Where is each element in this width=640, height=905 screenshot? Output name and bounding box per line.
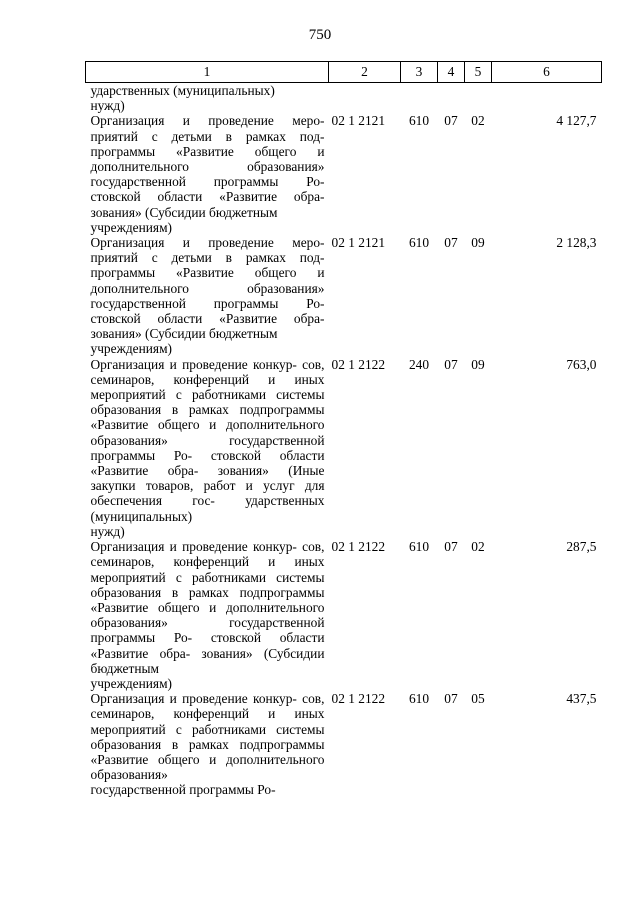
description-line: Организация и проведение конкур- bbox=[90, 356, 297, 372]
description-line: работ и услуг для обеспечения гос- bbox=[90, 478, 325, 509]
row-amount: 763,0 bbox=[566, 356, 597, 372]
description-line: зования» (Иные закупки товаров, bbox=[90, 463, 325, 494]
table-row bbox=[86, 539, 602, 691]
col-header-description: 1 bbox=[86, 62, 329, 83]
description-line: системы образования в рамках bbox=[90, 387, 325, 418]
description-line: государственной программы Ро- bbox=[90, 432, 325, 463]
col-header-subsection: 5 bbox=[465, 62, 492, 83]
col-header-expense-type: 3 bbox=[401, 62, 438, 83]
description-line: учреждениям) bbox=[90, 675, 173, 691]
table-row bbox=[86, 357, 602, 539]
description-line: государственной программы Ро- bbox=[90, 295, 325, 311]
description-line: сов, семинаров, конференций и bbox=[90, 356, 325, 387]
row-subsection: 02 bbox=[471, 539, 485, 555]
description-line: стовской области «Развитие обра- bbox=[90, 311, 325, 327]
row-section: 07 bbox=[444, 691, 458, 707]
description-line: дополнительного образования» bbox=[90, 159, 325, 175]
description-line: государственной программы Ро- bbox=[90, 174, 325, 190]
row-amount: 437,5 bbox=[566, 691, 597, 707]
row-amount: 287,5 bbox=[566, 539, 597, 555]
row-expense-type: 610 bbox=[408, 539, 430, 555]
row-subsection bbox=[465, 83, 492, 114]
col-header-target-code: 2 bbox=[329, 62, 401, 83]
row-target-code: 02 1 2122 bbox=[331, 691, 386, 707]
row-subsection: 09 bbox=[471, 235, 485, 251]
description-line: подпрограммы «Развитие общего и bbox=[90, 736, 325, 767]
description-line: приятий с детьми в рамках под- bbox=[90, 128, 325, 144]
row-description bbox=[86, 113, 329, 235]
description-line: зования» (Субсидии бюджетным bbox=[90, 204, 278, 220]
description-line: учреждениям) bbox=[90, 219, 173, 235]
row-section: 07 bbox=[444, 113, 458, 129]
description-line: государственной программы Ро- bbox=[90, 782, 276, 798]
description-line: Организация и проведение меро- bbox=[90, 235, 325, 251]
row-subsection: 02 bbox=[471, 113, 485, 129]
row-expense-type: 610 bbox=[408, 691, 430, 707]
budget-table bbox=[85, 61, 602, 798]
row-section: 07 bbox=[444, 235, 458, 251]
description-line: приятий с детьми в рамках под- bbox=[90, 250, 325, 266]
description-line: стовской области «Развитие обра- bbox=[90, 630, 325, 661]
table-row bbox=[86, 83, 602, 114]
description-line: ударственных (муниципальных) bbox=[90, 493, 325, 524]
description-line: зования» (Субсидии бюджетным bbox=[90, 326, 278, 342]
row-description bbox=[86, 539, 329, 691]
row-section: 07 bbox=[444, 539, 458, 555]
table-row bbox=[86, 235, 602, 357]
row-amount: 2 128,3 bbox=[556, 235, 597, 251]
row-expense-type: 610 bbox=[408, 113, 430, 129]
description-line: подпрограммы «Развитие общего и bbox=[90, 402, 325, 433]
description-line: дополнительного образования» bbox=[90, 280, 325, 296]
description-line: подпрограммы «Развитие общего и bbox=[90, 584, 325, 615]
row-amount: 4 127,7 bbox=[556, 113, 597, 129]
description-line: зования» (Субсидии бюджетным bbox=[90, 645, 325, 676]
row-description bbox=[86, 83, 329, 114]
row-section bbox=[438, 83, 465, 114]
row-target-code: 02 1 2121 bbox=[331, 235, 386, 251]
row-amount bbox=[492, 83, 602, 114]
description-line: дополнительного образования» bbox=[90, 599, 325, 631]
description-line: программы «Развитие общего и bbox=[90, 265, 325, 281]
description-line: сов, семинаров, конференций и bbox=[90, 539, 325, 570]
description-line: системы образования в рамках bbox=[90, 721, 325, 752]
description-line: иных мероприятий с работниками bbox=[90, 554, 325, 585]
table-row bbox=[86, 113, 602, 235]
description-line: дополнительного образования» bbox=[90, 751, 325, 783]
description-line: иных мероприятий с работниками bbox=[90, 706, 325, 737]
row-target-code: 02 1 2122 bbox=[331, 539, 386, 555]
description-line: Организация и проведение конкур- bbox=[90, 539, 297, 555]
description-line: ударственных (муниципальных) bbox=[90, 83, 275, 98]
row-description bbox=[86, 235, 329, 357]
table-header-row bbox=[86, 62, 602, 83]
description-line: нужд) bbox=[90, 523, 125, 539]
col-header-amount: 6 bbox=[492, 62, 602, 83]
description-line: системы образования в рамках bbox=[90, 569, 325, 600]
description-line: дополнительного образования» bbox=[90, 417, 325, 448]
row-expense-type: 240 bbox=[408, 356, 430, 372]
row-target-code: 02 1 2121 bbox=[331, 113, 386, 129]
description-line: иных мероприятий с работниками bbox=[90, 371, 325, 403]
col-header-section: 4 bbox=[438, 62, 465, 83]
row-expense-type: 610 bbox=[408, 235, 430, 251]
row-target-code bbox=[329, 83, 401, 114]
description-line: Организация и проведение конкур- bbox=[90, 691, 297, 707]
row-subsection: 05 bbox=[471, 691, 485, 707]
row-description bbox=[86, 691, 329, 797]
description-line: Организация и проведение меро- bbox=[90, 113, 325, 129]
description-line: сов, семинаров, конференций и bbox=[90, 691, 325, 722]
description-line: программы «Развитие общего и bbox=[90, 143, 325, 159]
row-subsection: 09 bbox=[471, 356, 485, 372]
description-line: стовской области «Развитие обра- bbox=[90, 189, 325, 205]
description-line: государственной программы Ро- bbox=[90, 615, 325, 646]
row-section: 07 bbox=[444, 356, 458, 372]
row-target-code: 02 1 2122 bbox=[331, 356, 386, 372]
row-description bbox=[86, 357, 329, 539]
table-row bbox=[86, 691, 602, 797]
description-line: стовской области «Развитие обра- bbox=[90, 447, 325, 479]
page-number: 750 bbox=[308, 27, 332, 43]
row-expense-type bbox=[401, 83, 438, 114]
description-line: нужд) bbox=[90, 98, 125, 114]
description-line: учреждениям) bbox=[90, 341, 173, 357]
